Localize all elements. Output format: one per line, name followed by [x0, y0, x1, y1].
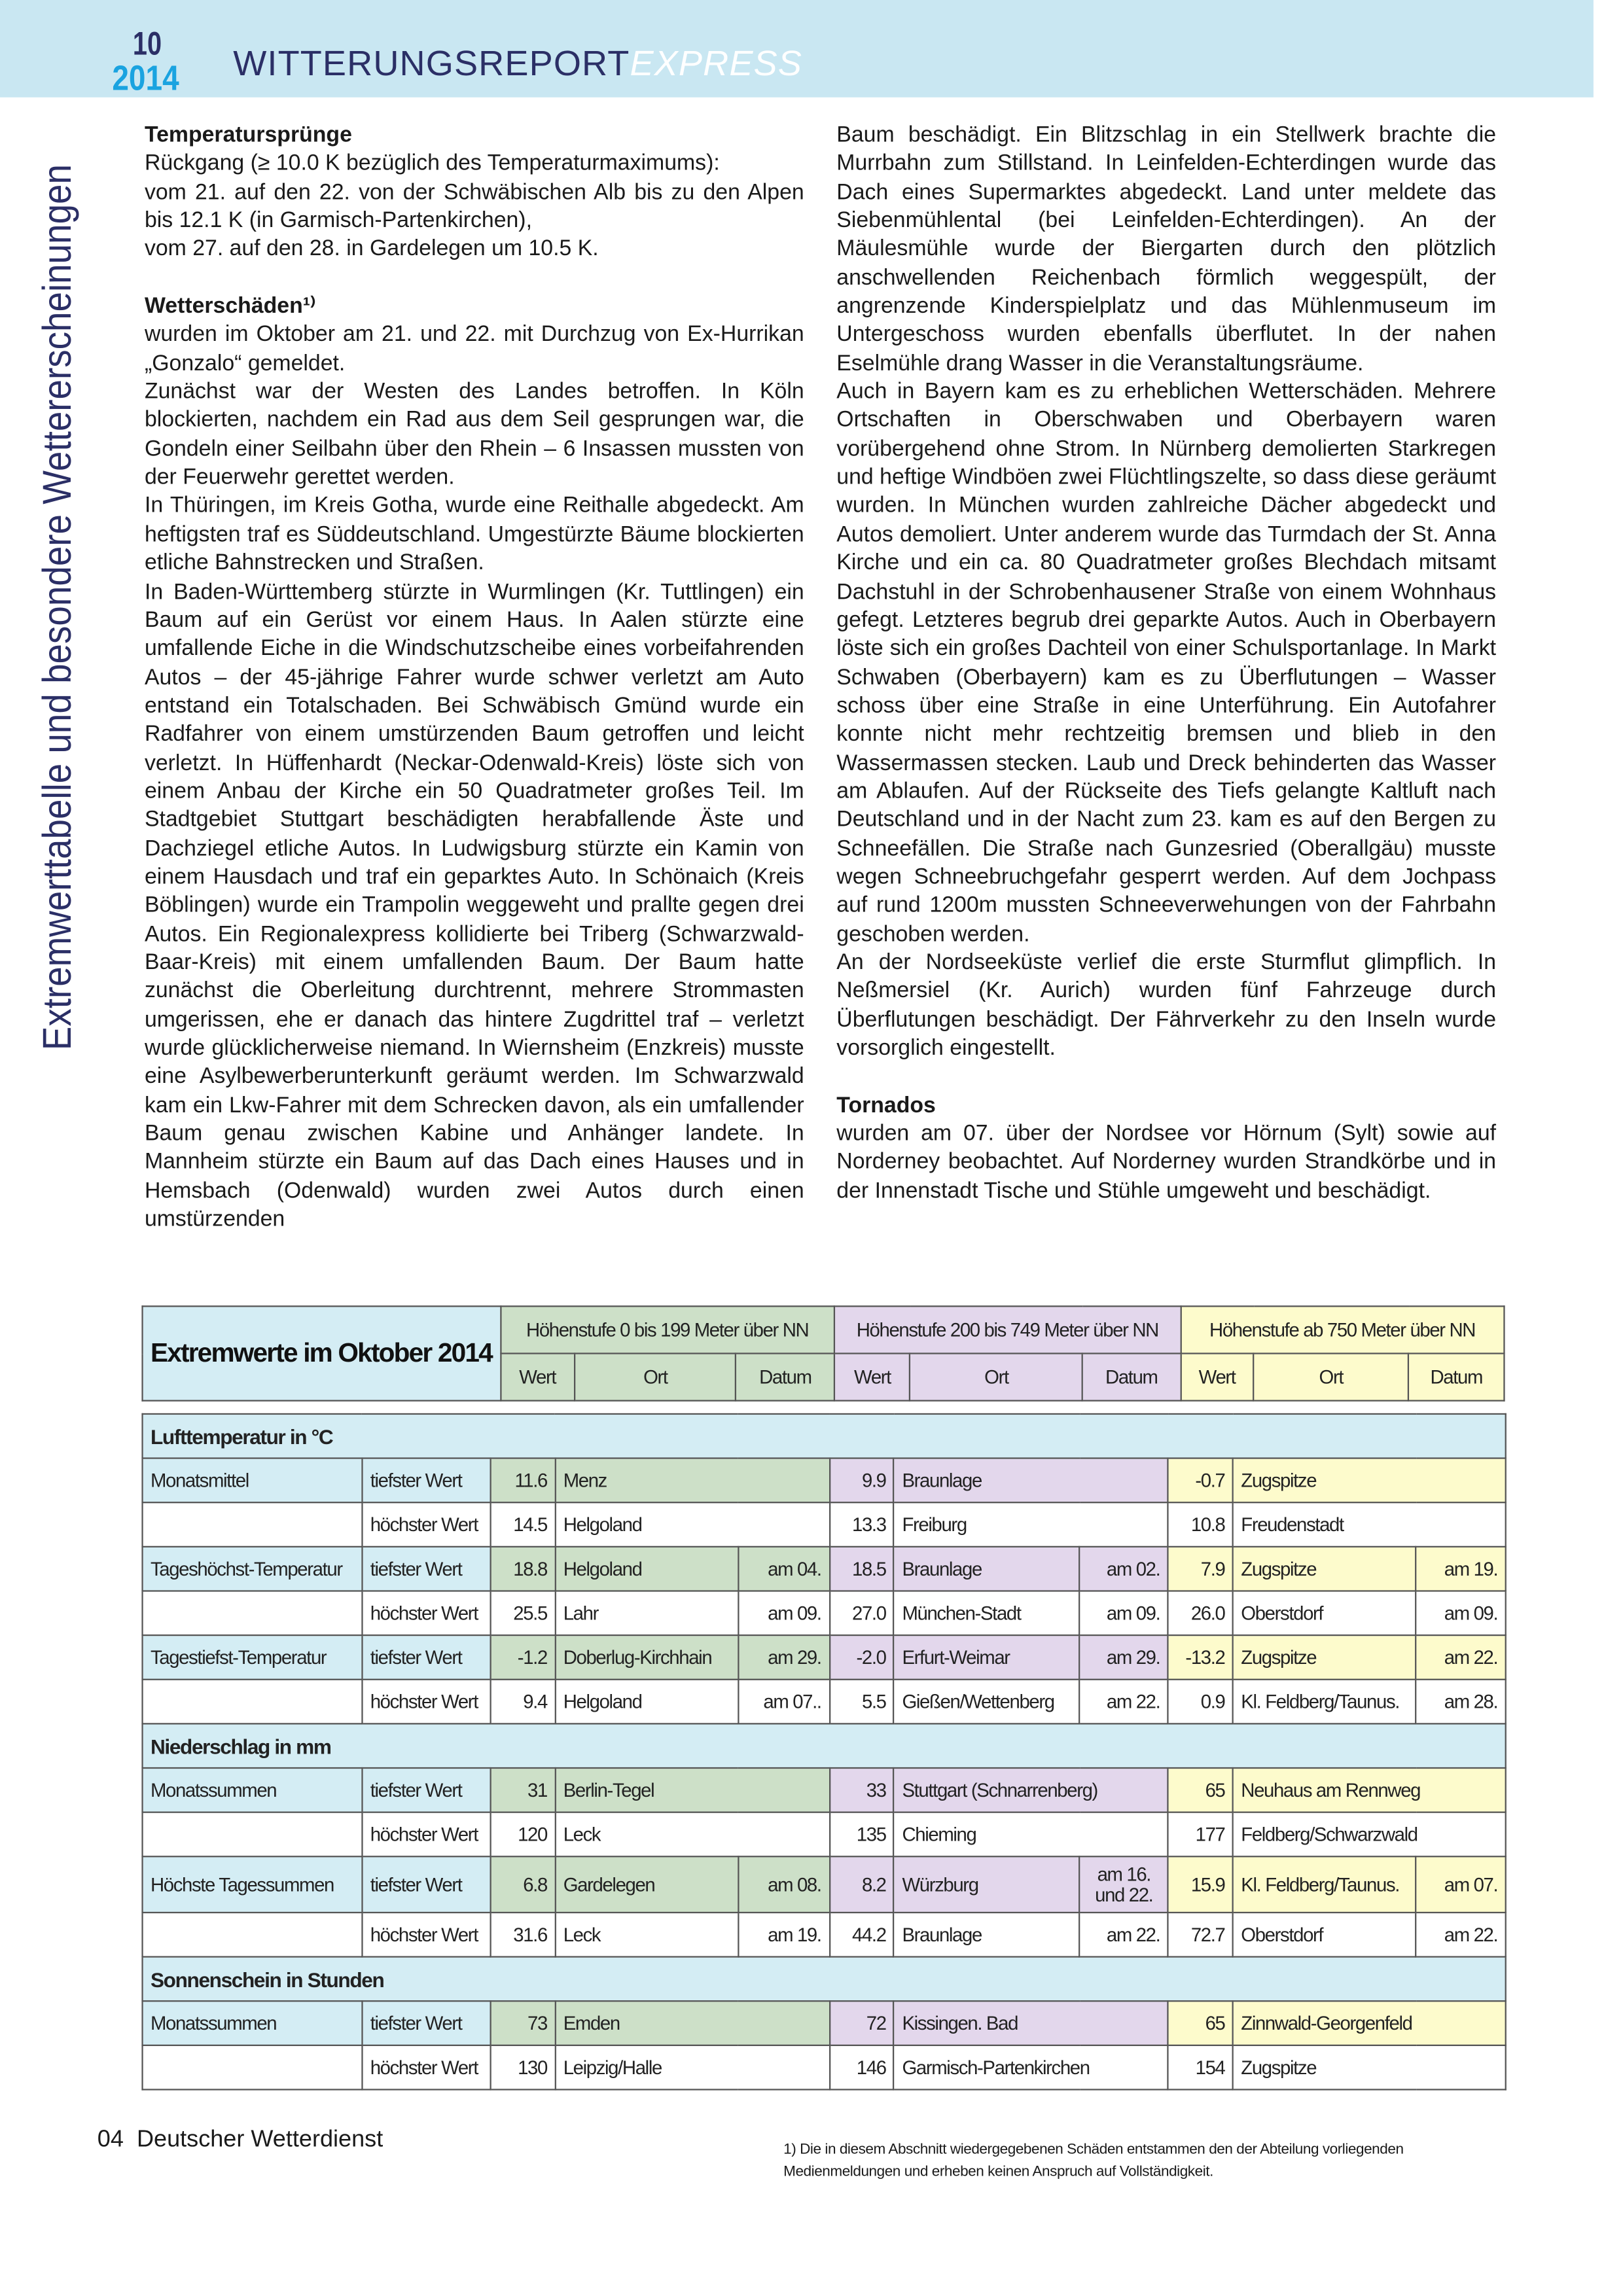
location-cell: Leck [555, 1812, 829, 1857]
location-cell: München-Stadt [894, 1591, 1080, 1635]
value-cell: 10.8 [1168, 1502, 1233, 1547]
location-cell: Zugspitze [1233, 1547, 1416, 1591]
value-cell: 65 [1168, 2001, 1233, 2045]
extremes-table-header [141, 1305, 1505, 1402]
value-cell: 8.2 [829, 1856, 894, 1913]
value-cell: 44.2 [829, 1913, 894, 1957]
location-cell: Kl. Feldberg/Taunus. [1233, 1856, 1416, 1913]
value-cell: 0.9 [1168, 1680, 1233, 1724]
location-cell: Braunlage [894, 1913, 1080, 1957]
section-row [143, 1957, 1506, 2002]
row-sublabel: tiefster Wert [362, 2001, 490, 2045]
location-cell: Freiburg [894, 1502, 1168, 1547]
value-cell: 73 [490, 2001, 555, 2045]
row-label [143, 1812, 363, 1857]
table-row [143, 1812, 1506, 1857]
row-sublabel: höchster Wert [362, 1680, 490, 1724]
value-cell: -13.2 [1168, 1635, 1233, 1680]
column-header-ort: Ort [1254, 1354, 1409, 1401]
paragraph: vom 21. auf den 22. von der Schwäbischen Alb bis zu den Alpen bis 12.1 K (in Garmisch-Partenkirchen), [144, 179, 804, 234]
value-cell: 31.6 [490, 1913, 555, 1957]
location-cell: Helgoland [555, 1547, 738, 1591]
location-cell: Garmisch-Partenkirchen [894, 2045, 1168, 2090]
column-header-wert: Wert [500, 1354, 575, 1401]
location-cell: Würzburg [894, 1856, 1080, 1913]
paragraph: Auch in Bayern kam es zu erheblichen Wetterschäden. Mehrere Ortschaften in Oberschwaben und Oberbayern waren vorübergehend ohne Strom. In Nürnberg demolierten Starkregen und heftige Windböen zwei Flüchtlingszelte, so dass diese geräumt wurden. In München wurden zahlreiche Dächer abgedeckt und Autos demoliert. Unter anderem wurde das Turmdach der St. Anna Kirche und ein ca. 80 Quadratmeter großes Blechdach mitsamt Dachstuhl in der Schrobenhausener Straße von einem Wohnhaus gefegt. Letzteres begrub drei geparkte Autos. Auch in Oberbayern löste sich ein großes Dachteil von einer Schulsportanlage. In Markt Schwaben (Oberbayern) kam es zu Überflutungen – Wasser schoss über eine Straße in eine Unterführung. Ein Autofahrer konnte nicht mehr rechtzeitig bremsen und blieb in den Wassermassen stecken. Laub und Dreck behinderten das Wasser am Ablaufen. Auf der Rückseite des Tiefs gelangte Kaltluft nach Deutschland und in der Nacht zum 23. kam es auf den Bergen zu Schneefällen. Die Straße nach Gunzesried (Oberallgäu) musste wegen Schneebruchgefahr gesperrt werden. Auf dem Jochpass auf rund 1200m mussten Schneeverwehungen von der Fahrbahn geschoben werden. [836, 379, 1497, 947]
paragraph-gap [836, 1063, 1496, 1091]
value-cell: 6.8 [490, 1856, 555, 1913]
value-cell: 18.5 [829, 1547, 894, 1591]
value-cell: 120 [490, 1812, 555, 1857]
row-label [143, 1502, 363, 1547]
location-cell: Zugspitze [1233, 1458, 1506, 1503]
report-title [233, 44, 802, 86]
row-sublabel: tiefster Wert [362, 1856, 490, 1913]
value-cell: 31 [490, 1768, 555, 1812]
date-cell: am 22. [1080, 1680, 1168, 1724]
value-cell: 9.9 [829, 1458, 894, 1503]
section-heading: Wetterschäden¹⁾ [144, 293, 316, 319]
value-cell: 13.3 [829, 1502, 894, 1547]
date-cell: am 22. [1416, 1635, 1505, 1680]
section-title: Sonnenschein in Stunden [143, 1957, 1506, 2002]
location-cell: Erfurt-Weimar [894, 1635, 1080, 1680]
value-cell: 15.9 [1168, 1856, 1233, 1913]
location-cell: Kissingen. Bad [894, 2001, 1168, 2045]
value-cell: -0.7 [1168, 1458, 1233, 1503]
section-title: Niederschlag in mm [143, 1723, 1506, 1768]
location-cell: Neuhaus am Rennweg [1233, 1768, 1506, 1812]
date-cell: am 09. [1080, 1591, 1168, 1635]
row-sublabel: höchster Wert [362, 1913, 490, 1957]
date-cell: am 22. [1080, 1913, 1168, 1957]
date-cell: am 28. [1416, 1680, 1505, 1724]
location-cell: Oberstdorf [1233, 1591, 1416, 1635]
brand-sub: EXPRESS [630, 44, 802, 84]
column-header-ort: Ort [910, 1354, 1082, 1401]
column-header-wert: Wert [1181, 1354, 1254, 1401]
location-cell: Oberstdorf [1233, 1913, 1416, 1957]
table-row [143, 1768, 1506, 1812]
right-text-column [836, 121, 1496, 1205]
brand-main: WITTERUNGSREPORT [233, 44, 630, 84]
paragraph: In Baden-Württemberg stürzte in Wurmlingen (Kr. Tuttlingen) ein Baum auf ein Gerüst vor einem Haus. In Aalen stürzte eine umfallende Eiche in die Windschutzscheibe eines vorbeifahrenden Autos – der 45-jährige Fahrer wurde schwer verletzt am Auto entstand ein Totalschaden. Bei Schwäbisch Gmünd wurde ein Radfahrer von einem umstürzenden Baum getroffen und leicht verletzt. In Hüffenhardt (Neckar-Odenwald-Kreis) löste sich von einem Anbau der Kirche ein 50 Quadratmeter großes Teil. Im Stadtgebiet Stuttgart beschädigten herabfallende Äste und Dachziegel etliche Autos. In Ludwigsburg stürzte ein Kamin von einem Hausdach und traf ein geparktes Auto. In Schönaich (Kreis Böblingen) wurde ein Trampolin weggeweht und prallte gegen drei Autos. Ein Regionalexpress kollidierte bei Triberg (Schwarzwald-Baar-Kreis) mit einem umfallenden Baum. Der Baum hatte zunächst die Oberleitung durchtrennt, mehrere Strommasten umgerissen, ehe er danach das hintere Zugdrittel traf – verletzt wurde glücklicherweise niemand. In Wiernsheim (Enzkreis) musste eine Asylbewerberunterkunft geräumt werden. Im Schwarzwald kam ein Lkw-Fahrer mit dem Schrecken davon, als ein umfallender Baum genau zwischen Kabine und Anhänger landete. In Mannheim stürzte ein Baum auf das Dach eines Hauses und in Hemsbach (Odenwald) wurden zwei Autos durch einen umstürzenden [144, 578, 804, 1232]
group-header-2: Höhenstufe ab 750 Meter über NN [1181, 1306, 1505, 1353]
location-cell: Gardelegen [555, 1856, 738, 1913]
location-cell: Lahr [555, 1591, 738, 1635]
table-row [143, 1856, 1506, 1913]
table-row [143, 1680, 1506, 1724]
row-label [143, 1680, 363, 1724]
publisher: Deutscher Wetterdienst [136, 2127, 383, 2153]
location-cell: Chieming [894, 1812, 1168, 1857]
table-row [143, 1635, 1506, 1680]
value-cell: 9.4 [490, 1680, 555, 1724]
paragraph: In Thüringen, im Kreis Gotha, wurde eine Reithalle abgedeckt. Am heftigsten traf es Süddeutschland. Umgestürzte Bäume blockierten etliche Bahnstrecken und Straßen. [144, 493, 804, 576]
extremes-table [141, 1413, 1506, 2091]
side-title: Extremwerttabelle und besondere Wettererscheinungen [35, 164, 80, 1051]
table-title: Extremwerte im Oktober 2014 [143, 1306, 501, 1400]
footnote: 1) Die in diesem Abschnitt wiedergegebenen Schäden entstammen den der Abteilung vorliegenden Medienmeldungen und erheben keinen Anspruch auf Vollständigkeit. [783, 2142, 1404, 2181]
location-cell: Kl. Feldberg/Taunus. [1233, 1680, 1416, 1724]
table-row [143, 1502, 1506, 1547]
location-cell: Doberlug-Kirchhain [555, 1635, 738, 1680]
date-cell: am 22. [1416, 1913, 1505, 1957]
location-cell: Braunlage [894, 1458, 1168, 1503]
paragraph: Baum beschädigt. Ein Blitzschlag in ein Stellwerk brachte die Murrbahn zum Stillstand. In Leinfelden-Echterdingen wurde das Dach eines Supermarktes abgedeckt. Land unter meldete das Siebenmühlental (bei Leinfelden-Echterdingen). An der Mäulesmühle wurde der Biergarten durch den plötzlich anschwellenden Reichenbach förmlich weggespült, der angrenzende Kinderspielplatz und das Mühlenmuseum im Untergeschoss wurden ebenfalls überflutet. In der nahen Eselmühle drang Wasser in die Veranstaltungsräume. [836, 122, 1497, 376]
row-sublabel: tiefster Wert [362, 1635, 490, 1680]
row-label: Monatssummen [143, 2001, 363, 2045]
column-header-datum: Datum [1082, 1354, 1181, 1401]
left-text-column [145, 121, 804, 1234]
issue-year: 2014 [112, 59, 179, 99]
value-cell: 130 [490, 2045, 555, 2090]
location-cell: Helgoland [555, 1680, 738, 1724]
row-sublabel: tiefster Wert [362, 1768, 490, 1812]
table-row [143, 2001, 1506, 2045]
column-header-ort: Ort [575, 1354, 736, 1401]
value-cell: 72.7 [1168, 1913, 1233, 1957]
paragraph: Zunächst war der Westen des Landes betroffen. In Köln blockierten, nachdem ein Rad aus dem Seil gesprungen war, die Gondeln einer Seilbahn über den Rhein – 6 Insassen mussten von der Feuerwehr gerettet werden. [144, 379, 804, 490]
location-cell: Gießen/Wettenberg [894, 1680, 1080, 1724]
value-cell: 5.5 [829, 1680, 894, 1724]
table-row [143, 2045, 1506, 2090]
paragraph: An der Nordseeküste verlief die erste Sturmflut glimpflich. In Neßmersiel (Kr. Aurich) wurden fünf Fahrzeuge durch Überflutungen beschädigt. Der Fährverkehr zu den Inseln wurde vorsorglich eingestellt. [836, 949, 1497, 1061]
footer [98, 2127, 383, 2154]
date-cell: am 09. [1416, 1591, 1505, 1635]
section-row [143, 1723, 1506, 1768]
page-number: 04 [97, 2127, 124, 2153]
paragraph: wurden am 07. über der Nordsee vor Hörnum (Sylt) sowie auf Norderney beobachtet. Auf Norderney wurden Strandkörbe und in der Innenstadt Tische und Stühle umgeweht und beschädigt. [836, 1121, 1497, 1204]
location-cell: Zugspitze [1233, 2045, 1506, 2090]
date-cell: am 09. [738, 1591, 829, 1635]
value-cell: 154 [1168, 2045, 1233, 2090]
row-label: Tagestiefst-Temperatur [143, 1635, 363, 1680]
location-cell: Leipzig/Halle [555, 2045, 829, 2090]
issue-month: 10 [132, 25, 162, 62]
section-heading: Temperatursprünge [144, 122, 352, 148]
date-cell: am 16. und 22. [1080, 1856, 1168, 1913]
row-sublabel: höchster Wert [362, 2045, 490, 2090]
value-cell: 18.8 [490, 1547, 555, 1591]
value-cell: 7.9 [1168, 1547, 1233, 1591]
location-cell: Leck [555, 1913, 738, 1957]
table-row [143, 1913, 1506, 1957]
date-cell: am 29. [1080, 1635, 1168, 1680]
row-label: Monatssummen [143, 1768, 363, 1812]
location-cell: Menz [555, 1458, 829, 1503]
row-sublabel: tiefster Wert [362, 1547, 490, 1591]
row-label: Monatsmittel [143, 1458, 363, 1503]
date-cell: am 29. [738, 1635, 829, 1680]
value-cell: -2.0 [829, 1635, 894, 1680]
row-label: Höchste Tagessummen [143, 1856, 363, 1913]
location-cell: Feldberg/Schwarzwald [1233, 1812, 1506, 1857]
section-heading: Tornados [836, 1092, 936, 1118]
table-row [143, 1458, 1506, 1503]
location-cell: Helgoland [555, 1502, 829, 1547]
row-sublabel: höchster Wert [362, 1502, 490, 1547]
table-row [143, 1591, 1506, 1635]
location-cell: Zugspitze [1233, 1635, 1416, 1680]
row-sublabel: höchster Wert [362, 1812, 490, 1857]
location-cell: Zinnwald-Georgenfeld [1233, 2001, 1506, 2045]
value-cell: 14.5 [490, 1502, 555, 1547]
value-cell: 72 [829, 2001, 894, 2045]
date-cell: am 08. [738, 1856, 829, 1913]
value-cell: -1.2 [490, 1635, 555, 1680]
row-label [143, 1913, 363, 1957]
date-cell: am 02. [1080, 1547, 1168, 1591]
paragraph: Rückgang (≥ 10.0 K bezüglich des Temperaturmaximums): [144, 150, 720, 177]
row-sublabel: höchster Wert [362, 1591, 490, 1635]
section-row [143, 1414, 1506, 1458]
value-cell: 177 [1168, 1812, 1233, 1857]
row-sublabel: tiefster Wert [362, 1458, 490, 1503]
value-cell: 33 [829, 1768, 894, 1812]
location-cell: Berlin-Tegel [555, 1768, 829, 1812]
date-cell: am 07.. [738, 1680, 829, 1724]
value-cell: 65 [1168, 1768, 1233, 1812]
row-label [143, 2045, 363, 2090]
location-cell: Emden [555, 2001, 829, 2045]
location-cell: Freudenstadt [1233, 1502, 1506, 1547]
date-cell: am 19. [1416, 1547, 1505, 1591]
value-cell: 26.0 [1168, 1591, 1233, 1635]
column-header-wert: Wert [834, 1354, 910, 1401]
column-header-datum: Datum [1408, 1354, 1504, 1401]
date-cell: am 19. [738, 1913, 829, 1957]
paragraph-gap [145, 264, 804, 292]
paragraph: vom 27. auf den 28. in Gardelegen um 10.5 K. [144, 236, 599, 262]
paragraph: wurden im Oktober am 21. und 22. mit Durchzug von Ex-Hurrikan „Gonzalo“ gemeldet. [144, 322, 804, 376]
date-cell: am 04. [738, 1547, 829, 1591]
location-cell: Braunlage [894, 1547, 1080, 1591]
value-cell: 11.6 [490, 1458, 555, 1503]
value-cell: 25.5 [490, 1591, 555, 1635]
row-label: Tageshöchst-Temperatur [143, 1547, 363, 1591]
date-cell: am 07. [1416, 1856, 1505, 1913]
table-row [143, 1547, 1506, 1591]
location-cell: Stuttgart (Schnarrenberg) [894, 1768, 1168, 1812]
value-cell: 146 [829, 2045, 894, 2090]
group-header-1: Höhenstufe 200 bis 749 Meter über NN [834, 1306, 1181, 1353]
group-header-0: Höhenstufe 0 bis 199 Meter über NN [500, 1306, 834, 1353]
section-title: Lufttemperatur in °C [143, 1414, 1506, 1458]
value-cell: 135 [829, 1812, 894, 1857]
row-label [143, 1591, 363, 1635]
value-cell: 27.0 [829, 1591, 894, 1635]
column-header-datum: Datum [736, 1354, 834, 1401]
